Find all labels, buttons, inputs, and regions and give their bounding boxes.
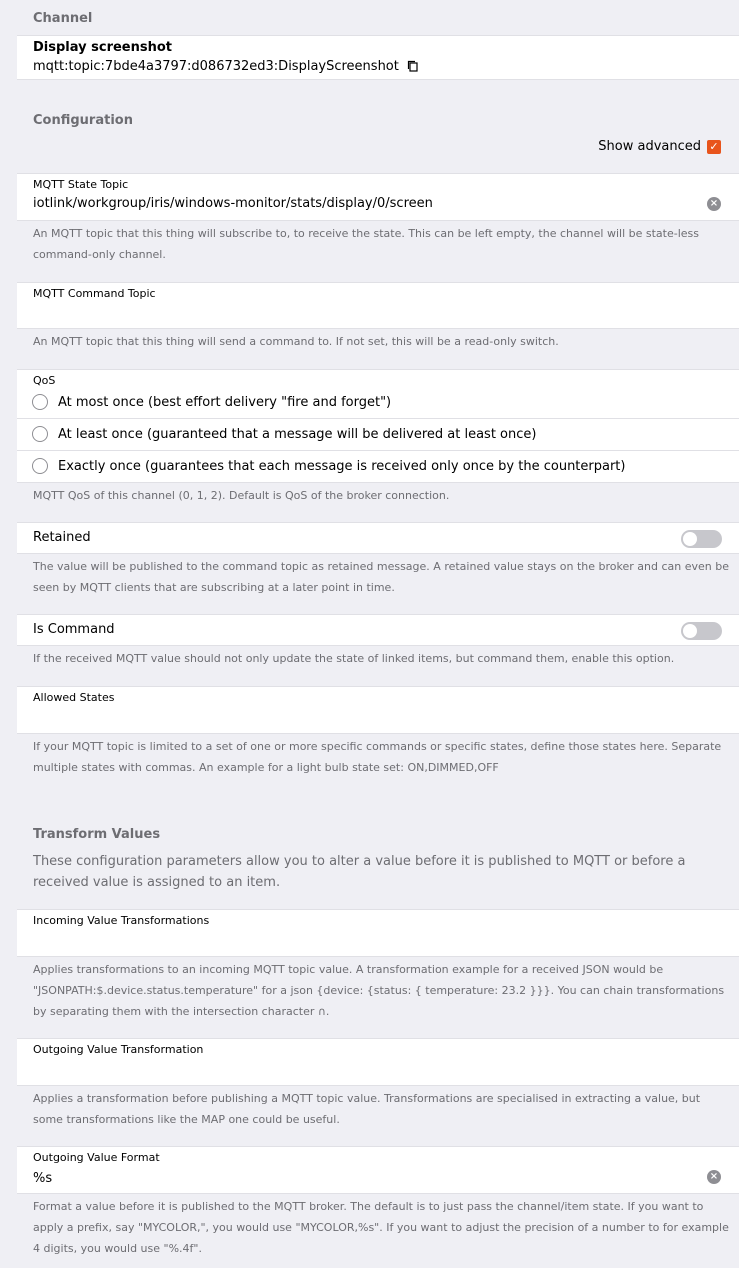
show-advanced-checkbox[interactable]: ✓ [707, 140, 721, 154]
retained-toggle[interactable] [681, 530, 722, 548]
outgoing-transform-info: Applies a transformation before publishing a MQTT topic value. Transformations are specialised in extracting a value, but some transformations like the MAP one could be useful. [33, 1092, 701, 1126]
allowed-states-field [17, 686, 739, 734]
clear-icon[interactable]: × [707, 197, 721, 211]
incoming-transform-label: Incoming Value Transformations [33, 914, 210, 927]
command-topic-label: MQTT Command Topic [33, 287, 156, 300]
channel-name: Display screenshot [33, 40, 173, 55]
show-advanced-label: Show advanced [598, 139, 701, 154]
allowed-states-info: If your MQTT topic is limited to a set of one or more specific commands or specific states, define those states here. Separate multiple states with commas. An example for a light bulb state set: ON,DIMMED,OFF [33, 740, 722, 774]
clear-icon[interactable]: × [707, 1170, 721, 1184]
channel-section-title: Channel [33, 11, 93, 26]
format-field [17, 1146, 739, 1194]
radio-icon[interactable] [32, 394, 48, 410]
is-command-info: If the received MQTT value should not only update the state of linked items, but command them, enable this option. [33, 652, 675, 665]
qos-option-1[interactable] [32, 426, 536, 442]
copy-icon[interactable] [407, 60, 419, 72]
transform-section-title: Transform Values [33, 827, 161, 842]
transform-description: These configuration parameters allow you to alter a value before it is published to MQTT or before a received value is assigned to an item. [33, 854, 686, 890]
show-advanced-toggle[interactable] [598, 139, 721, 154]
channel-uid-row [33, 58, 419, 74]
toggle-knob [683, 624, 697, 638]
is-command-label: Is Command [33, 622, 115, 637]
channel-uid: mqtt:topic:7bde4a3797:d086732ed3:DisplayScreenshot [33, 59, 399, 74]
command-topic-field [17, 282, 739, 329]
format-info: Format a value before it is published to the MQTT broker. The default is to just pass the channel/item state. If you want to apply a prefix, say "MYCOLOR,", you would use "MYCOLOR,%s". If you want to adjust the precision of a number to for example 4 digits, you would use "%.4f". [33, 1200, 729, 1255]
qos-option-label: Exactly once (guarantees that each message is received only once by the counterpart) [58, 458, 626, 474]
is-command-toggle[interactable] [681, 622, 722, 640]
qos-label: QoS [33, 374, 56, 387]
qos-field [17, 369, 739, 483]
radio-icon[interactable] [32, 426, 48, 442]
qos-info: MQTT QoS of this channel (0, 1, 2). Default is QoS of the broker connection. [33, 489, 450, 502]
outgoing-transform-label: Outgoing Value Transformation [33, 1043, 204, 1056]
qos-option-label: At most once (best effort delivery "fire and forget") [58, 394, 392, 410]
toggle-knob [683, 532, 697, 546]
divider [17, 418, 739, 419]
command-topic-info: An MQTT topic that this thing will send a command to. If not set, this will be a read-only switch. [33, 335, 559, 348]
retained-info: The value will be published to the command topic as retained message. A retained value stays on the broker and can even be seen by MQTT clients that are subscribing at a later point in time. [33, 560, 729, 594]
retained-field [17, 522, 739, 554]
state-topic-info: An MQTT topic that this thing will subscribe to, to receive the state. This can be left empty, the channel will be state-less command-only channel. [33, 227, 700, 261]
retained-label: Retained [33, 530, 91, 545]
state-topic-field [17, 173, 739, 221]
qos-option-0[interactable] [32, 394, 391, 410]
qos-option-label: At least once (guaranteed that a message will be delivered at least once) [58, 426, 537, 442]
allowed-states-label: Allowed States [33, 691, 115, 704]
is-command-field [17, 614, 739, 646]
format-input[interactable]: %s [33, 1171, 53, 1186]
format-label: Outgoing Value Format [33, 1151, 160, 1164]
configuration-section-title: Configuration [33, 113, 133, 128]
state-topic-label: MQTT State Topic [33, 178, 129, 191]
divider [17, 450, 739, 451]
state-topic-input[interactable]: iotlink/workgroup/iris/windows-monitor/stats/display/0/screen [33, 196, 433, 211]
radio-icon[interactable] [32, 458, 48, 474]
incoming-transform-info: Applies transformations to an incoming MQTT topic value. A transformation example for a received JSON would be "JSONPATH:$.device.status.temperature" for a json {device: {status: { temperature: 23.2 }}}. You can chain transformations by separating them with the intersection character ∩. [33, 963, 725, 1018]
incoming-transform-field [17, 909, 739, 957]
qos-option-2[interactable] [32, 458, 625, 474]
outgoing-transform-field [17, 1038, 739, 1086]
channel-card [17, 35, 739, 80]
